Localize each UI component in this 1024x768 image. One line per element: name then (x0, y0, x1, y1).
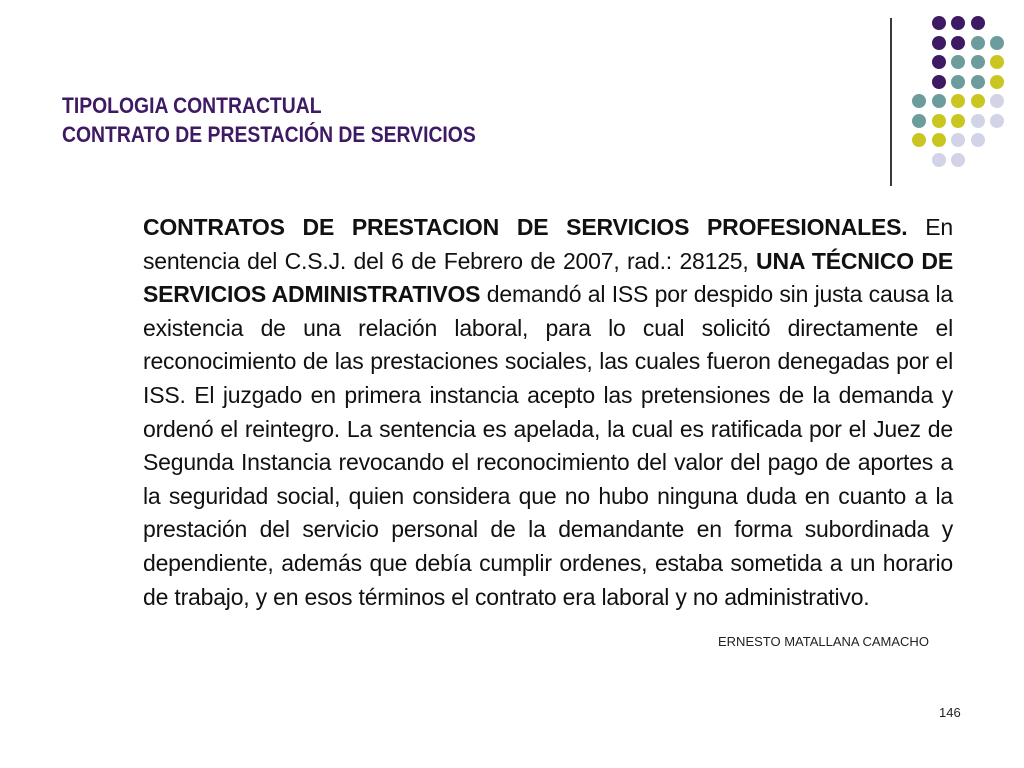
body-text-main: demandó al ISS por despido sin justa causa la existencia de una relación laboral, para lo cual solicitó directamente el reconocimiento de las prestaciones sociales, las cuales fueron denegadas por el ISS. El juzgado en primera instancia acepto las pretensiones de la demanda y ordenó el reintegro. La sentencia es apelada, la cual es ratificada por el Juez de Segunda Instancia revocando el reconocimiento del valor del pago de aportes a la seguridad social, quien considera que no hubo ninguna duda en cuanto a la prestación del servicio personal de la demandante en forma subordinada y dependiente, además que debía cumplir ordenes, estaba sometida a un horario de trabajo, y en esos términos el contrato era laboral y no administrativo. (143, 281, 953, 610)
decor-dot (932, 55, 946, 69)
decor-dot (990, 55, 1004, 69)
decor-dot (951, 16, 965, 30)
decor-dot (971, 75, 985, 89)
decor-dot (932, 94, 946, 108)
decor-dot (951, 55, 965, 69)
decor-dot (912, 114, 926, 128)
decor-dot (932, 16, 946, 30)
decor-dot (951, 133, 965, 147)
page-number: 146 (939, 705, 961, 720)
body-text-intro: En sentencia del C.S.J. del 6 de Febrero de 2007, rad.: 28125, (143, 214, 953, 274)
decor-dot (971, 16, 985, 30)
decor-dot (932, 75, 946, 89)
title-line-2: CONTRATO DE PRESTACIÓN DE SERVICIOS (62, 122, 476, 147)
decor-dot (951, 36, 965, 50)
decor-dot (912, 94, 926, 108)
decor-dot (932, 133, 946, 147)
body-subject-bold: UNA TÉCNICO DE SERVICIOS ADMINISTRATIVOS (143, 247, 953, 308)
decor-dot (971, 55, 985, 69)
decor-dot (951, 153, 965, 167)
decor-dot (971, 36, 985, 50)
decor-dot (990, 94, 1004, 108)
vertical-divider (890, 18, 892, 186)
decor-dot (951, 114, 965, 128)
decor-dot (932, 114, 946, 128)
decor-dot (912, 133, 926, 147)
decor-dot (990, 114, 1004, 128)
decor-dot (951, 94, 965, 108)
decor-dot (990, 36, 1004, 50)
slide-title (62, 91, 476, 149)
body-paragraph (143, 211, 953, 614)
decor-dot (971, 133, 985, 147)
decor-dot (971, 114, 985, 128)
decor-dot (932, 36, 946, 50)
body-heading-bold: CONTRATOS DE PRESTACION DE SERVICIOS PROFESIONALES. (143, 214, 908, 240)
decor-dot (971, 94, 985, 108)
author-name: ERNESTO MATALLANA CAMACHO (718, 634, 929, 649)
decor-dot (932, 153, 946, 167)
decor-dot (990, 75, 1004, 89)
decor-dot (951, 75, 965, 89)
title-line-1: TIPOLOGIA CONTRACTUAL (62, 93, 322, 118)
